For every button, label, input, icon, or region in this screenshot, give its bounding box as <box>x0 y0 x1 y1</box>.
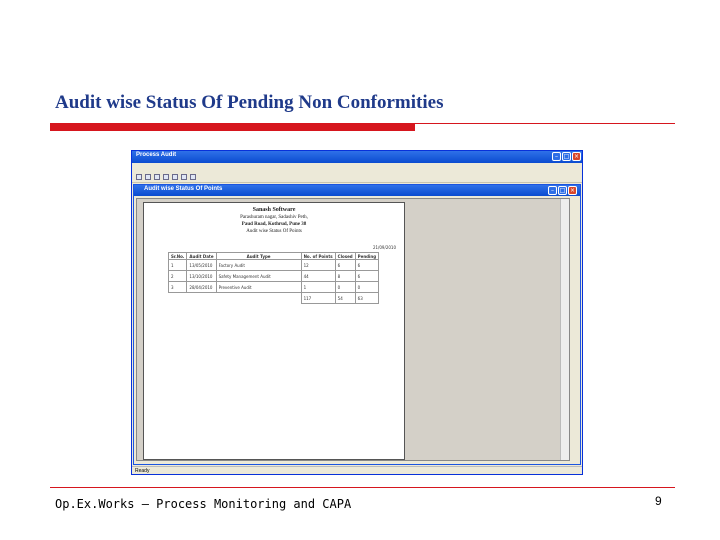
slide-title: Audit wise Status Of Pending Non Conformities <box>55 92 444 113</box>
status-bar: Ready <box>132 466 582 474</box>
window-titlebar <box>132 151 582 163</box>
cell <box>169 293 187 304</box>
cell: 8 <box>335 271 355 282</box>
cell: 3 <box>169 282 187 293</box>
app-window <box>131 150 583 475</box>
close-icon[interactable]: × <box>573 153 580 160</box>
cell: 6 <box>355 271 378 282</box>
col-audit-type: Audit Type <box>216 253 301 260</box>
report-address-2: Paud Road, Kothrud, Pune 38 <box>241 222 307 227</box>
totals-row <box>169 293 379 304</box>
col-pending: Pending <box>355 253 378 260</box>
child-window-title: Audit wise Status Of Points <box>144 186 223 192</box>
report-heading: Audit wise Status Of Points <box>246 229 302 234</box>
title-accent-bar <box>50 124 415 131</box>
cell: 0 <box>355 282 378 293</box>
maximize-icon[interactable]: □ <box>563 153 570 160</box>
table-row <box>169 271 379 282</box>
cell: 1 <box>301 282 335 293</box>
report-address-1: Parashuram nagar, Sadashiv Peth, <box>240 215 308 220</box>
footer-text: Op.Ex.Works – Process Monitoring and CAPA <box>55 497 352 511</box>
child-minimize-icon[interactable]: – <box>548 186 557 195</box>
cell: 0 <box>335 282 355 293</box>
child-maximize-icon[interactable]: □ <box>559 187 566 194</box>
total-pending: 63 <box>355 293 378 304</box>
child-close-icon[interactable]: × <box>569 187 576 194</box>
toolbar-zoom-icon[interactable] <box>145 174 151 180</box>
menu-bar <box>132 163 582 172</box>
report-company: Sanash Software <box>252 207 296 213</box>
toolbar-search-icon[interactable] <box>154 174 160 180</box>
toolbar-print-icon[interactable] <box>190 174 196 180</box>
total-closed: 54 <box>335 293 355 304</box>
toolbar-find-icon[interactable] <box>163 174 169 180</box>
col-closed: Closed <box>335 253 355 260</box>
cell: Preventive Audit <box>216 282 301 293</box>
cell <box>216 293 301 304</box>
table-row <box>169 282 379 293</box>
report-child-window <box>133 184 581 465</box>
toolbar-copy-icon[interactable] <box>181 174 187 180</box>
cell <box>187 293 216 304</box>
cell: Safety Management Audit <box>216 271 301 282</box>
cell: 44 <box>301 271 335 282</box>
toolbar <box>132 172 582 183</box>
col-audit-date: Audit Date <box>187 253 216 260</box>
table-row <box>169 260 379 271</box>
toolbar-grid-icon[interactable] <box>136 174 142 180</box>
report-date: 21/09/2010 <box>372 245 396 250</box>
cell: 28/04/2010 <box>187 282 216 293</box>
report-table <box>168 252 379 304</box>
window-title: Process Audit <box>136 152 177 158</box>
report-viewer <box>136 198 570 461</box>
col-no-of-points: No. of Points <box>301 253 335 260</box>
cell: 6 <box>355 260 378 271</box>
report-page <box>143 202 405 460</box>
col-sr-no: Sr.No. <box>169 253 187 260</box>
footer-divider <box>50 487 675 488</box>
minimize-icon[interactable]: – <box>552 152 561 161</box>
cell: 2 <box>169 271 187 282</box>
cell: Factory Audit <box>216 260 301 271</box>
vertical-scrollbar[interactable] <box>560 199 569 460</box>
child-titlebar <box>134 185 580 196</box>
cell: 13/05/2010 <box>187 260 216 271</box>
cell: 12 <box>301 260 335 271</box>
page-number: 9 <box>655 494 662 508</box>
total-points: 117 <box>301 293 335 304</box>
cell: 1 <box>169 260 187 271</box>
cell: 6 <box>335 260 355 271</box>
toolbar-page-icon[interactable] <box>172 174 178 180</box>
cell: 13/10/2010 <box>187 271 216 282</box>
